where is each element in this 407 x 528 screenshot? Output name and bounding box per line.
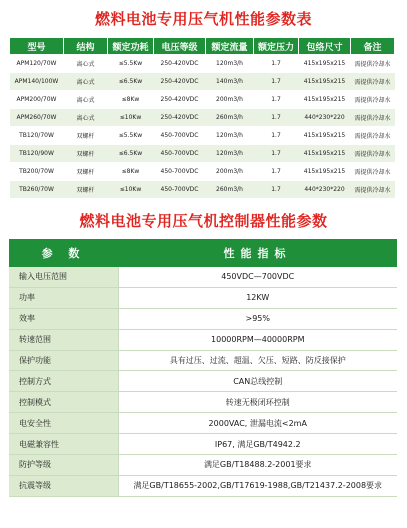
table1-cell: ≤5.5Kw — [108, 127, 154, 145]
table2-row — [9, 455, 397, 476]
table1-cell: 双螺杆 — [64, 181, 108, 199]
table1-cell: ≤10Kw — [108, 181, 154, 199]
table1-header-cell: 包络尺寸 — [299, 38, 351, 55]
table1-header-cell: 额定功耗 — [108, 38, 154, 55]
table1-cell: TB120/90W — [10, 145, 64, 163]
table1-cell: 需提供冷却水 — [351, 145, 395, 163]
table1-cell: 1.7 — [254, 73, 299, 91]
table2-header-param: 参 数 — [9, 239, 118, 267]
table2-row — [9, 413, 397, 434]
table1-cell: 需提供冷却水 — [351, 91, 395, 109]
table1-header-cell: 备注 — [351, 38, 395, 55]
table1-cell: 离心式 — [64, 109, 108, 127]
table1-cell: 250-420VDC — [154, 73, 206, 91]
table2-row — [9, 287, 397, 308]
table1-header-cell: 结构 — [64, 38, 108, 55]
table1-cell: 450-700VDC — [154, 181, 206, 199]
compressor-spec-table — [9, 37, 395, 199]
table1-cell: 离心式 — [64, 91, 108, 109]
table2-row — [9, 475, 397, 496]
table1-cell: APM200/70W — [10, 91, 64, 109]
table1-cell: 440*230*220 — [299, 181, 351, 199]
table1-cell: 1.7 — [254, 109, 299, 127]
table1-cell: APM260/70W — [10, 109, 64, 127]
table1-cell: 200m3/h — [206, 91, 254, 109]
table1-cell: 415x195x215 — [299, 163, 351, 181]
table1-row — [10, 91, 395, 109]
table1-cell: 1.7 — [254, 163, 299, 181]
table1-cell: 415x195x215 — [299, 73, 351, 91]
table1-row — [10, 73, 395, 91]
param-name: 防护等级 — [9, 455, 118, 476]
table1-cell: 1.7 — [254, 127, 299, 145]
table1-cell: 需提供冷却水 — [351, 109, 395, 127]
table1-row — [10, 163, 395, 181]
table1-cell: 1.7 — [254, 91, 299, 109]
table2-row — [9, 434, 397, 455]
table1-cell: 120m3/h — [206, 127, 254, 145]
table1-cell: 440*230*220 — [299, 109, 351, 127]
param-value: 满足GB/T18488.2-2001要求 — [118, 455, 397, 476]
param-value: 12KW — [118, 287, 397, 308]
table1-header-row — [10, 38, 395, 55]
table1-cell: ≤6.5Kw — [108, 73, 154, 91]
param-value: 10000RPM—40000RPM — [118, 329, 397, 350]
table1-cell: 415x195x215 — [299, 55, 351, 73]
param-value: CAN总线控制 — [118, 371, 397, 392]
table2-row — [9, 267, 397, 287]
table1-row — [10, 55, 395, 73]
table2-row — [9, 329, 397, 350]
table1-row — [10, 109, 395, 127]
table1-cell: 260m3/h — [206, 181, 254, 199]
param-name: 控制模式 — [9, 392, 118, 413]
table1-cell: 1.7 — [254, 145, 299, 163]
table1-row — [10, 127, 395, 145]
table1-cell: 1.7 — [254, 181, 299, 199]
table1-cell: 450-700VDC — [154, 145, 206, 163]
table1-cell: 200m3/h — [206, 163, 254, 181]
table1-cell: 120m3/h — [206, 145, 254, 163]
table1-cell: 需提供冷却水 — [351, 73, 395, 91]
table2-title: 燃料电池专用压气机控制器性能参数 — [79, 212, 328, 230]
table1-cell: 1.7 — [254, 55, 299, 73]
param-name: 保护功能 — [9, 350, 118, 371]
table1-cell: 140m3/h — [206, 73, 254, 91]
table1-cell: 双螺杆 — [64, 145, 108, 163]
table1-cell: 450-700VDC — [154, 127, 206, 145]
param-name: 输入电压范围 — [9, 267, 118, 287]
param-value: 转速无极闭环控制 — [118, 392, 397, 413]
table1-cell: 需提供冷却水 — [351, 55, 395, 73]
table2-row — [9, 308, 397, 329]
table2-header-spec: 性能指标 — [118, 239, 397, 267]
table1-cell: ≤10Kw — [108, 109, 154, 127]
table1-cell: 415x195x215 — [299, 145, 351, 163]
table1-header-cell: 型号 — [10, 38, 64, 55]
table1-cell: 450-700VDC — [154, 163, 206, 181]
param-value: 具有过压、过流、超温、欠压、短路、防反接保护 — [118, 350, 397, 371]
table1-cell: 120m3/h — [206, 55, 254, 73]
table1-cell: 需提供冷却水 — [351, 163, 395, 181]
table1-cell: 415x195x215 — [299, 127, 351, 145]
param-name: 电磁兼容性 — [9, 434, 118, 455]
table1-cell: TB120/70W — [10, 127, 64, 145]
table1-row — [10, 145, 395, 163]
table1-cell: 415x195x215 — [299, 91, 351, 109]
table1-cell: 需提供冷却水 — [351, 127, 395, 145]
table1-cell: APM140/100W — [10, 73, 64, 91]
table1-cell: ≤5.5Kw — [108, 55, 154, 73]
table1-title: 燃料电池专用压气机性能参数表 — [94, 10, 312, 28]
param-name: 电安全性 — [9, 413, 118, 434]
table1-row — [10, 181, 395, 199]
table1-header-cell: 额定压力 — [254, 38, 299, 55]
table1-cell: 250-420VDC — [154, 91, 206, 109]
table1-cell: 250-420VDC — [154, 55, 206, 73]
table1-cell: TB260/70W — [10, 181, 64, 199]
table1-cell: 250-420VDC — [154, 109, 206, 127]
table2-header-row — [9, 239, 397, 267]
table1-cell: 双螺杆 — [64, 127, 108, 145]
table1-header-cell: 额定流量 — [206, 38, 254, 55]
param-name: 转速范围 — [9, 329, 118, 350]
param-value: >95% — [118, 308, 397, 329]
table1-cell: 离心式 — [64, 73, 108, 91]
table1-cell: ≤8Kw — [108, 163, 154, 181]
table1-cell: APM120/70W — [10, 55, 64, 73]
table1-cell: ≤6.5Kw — [108, 145, 154, 163]
param-name: 效率 — [9, 308, 118, 329]
param-name: 功率 — [9, 287, 118, 308]
param-value: 2000VAC, 泄漏电流<2mA — [118, 413, 397, 434]
param-value: IP67, 满足GB/T4942.2 — [118, 434, 397, 455]
table1-cell: ≤8Kw — [108, 91, 154, 109]
param-value: 450VDC—700VDC — [118, 267, 397, 287]
table1-header-cell: 电压等级 — [154, 38, 206, 55]
table1-cell: 双螺杆 — [64, 163, 108, 181]
table2-row — [9, 371, 397, 392]
controller-spec-table — [9, 239, 397, 497]
param-name: 抗震等级 — [9, 475, 118, 496]
table1-cell: 需提供冷却水 — [351, 181, 395, 199]
table1-cell: TB200/70W — [10, 163, 64, 181]
table1-cell: 260m3/h — [206, 109, 254, 127]
table1-cell: 离心式 — [64, 55, 108, 73]
param-value: 满足GB/T18655-2002,GB/T17619-1988,GB/T21437.2-2008要求 — [118, 475, 397, 496]
table2-row — [9, 392, 397, 413]
param-name: 控制方式 — [9, 371, 118, 392]
table2-row — [9, 350, 397, 371]
